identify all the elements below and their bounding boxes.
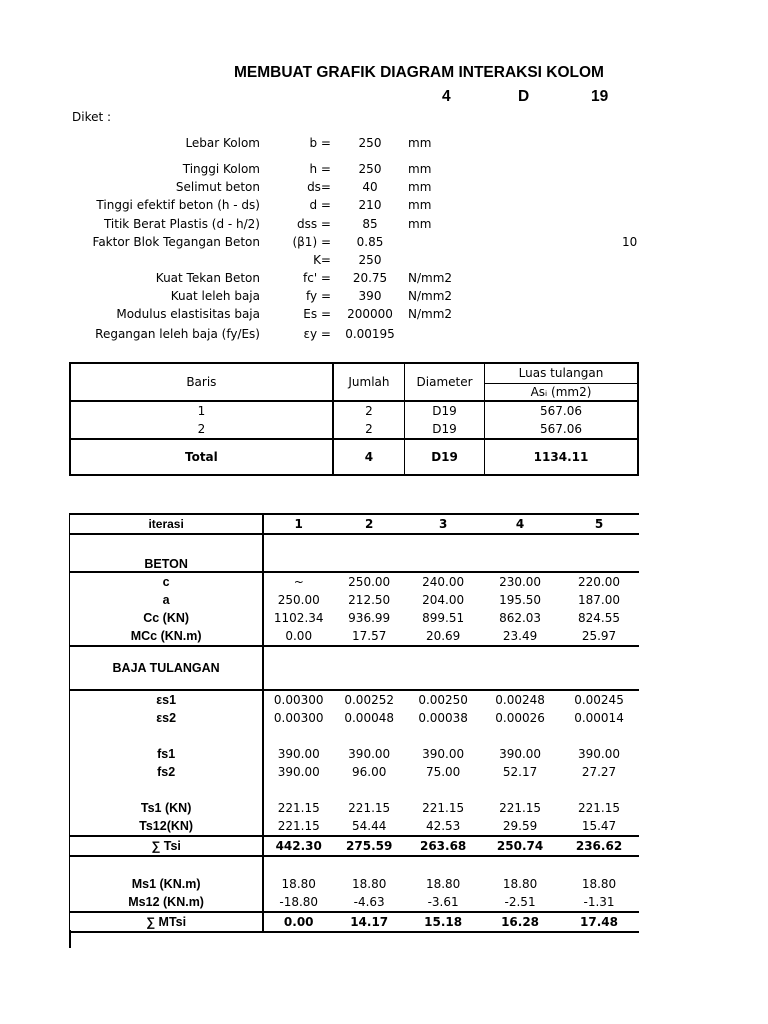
param-label: Faktor Blok Tegangan Beton bbox=[92, 235, 260, 249]
value-cell: -18.80 bbox=[279, 895, 319, 909]
param-val: 85 bbox=[362, 217, 378, 231]
rebar-table bbox=[69, 362, 639, 476]
row1-jumlah: 2 bbox=[333, 401, 405, 420]
row-label bbox=[70, 727, 264, 745]
empty-cell bbox=[263, 781, 639, 799]
table-row bbox=[70, 763, 640, 781]
iteration-header-row bbox=[70, 514, 640, 534]
value-cell: 0.00245 bbox=[574, 693, 624, 707]
value-cell: 221.15 bbox=[348, 801, 391, 815]
param-val: 0.85 bbox=[356, 235, 384, 249]
value-cell: 18.80 bbox=[425, 877, 461, 891]
row-label: ∑ Tsi bbox=[70, 836, 264, 856]
diket-label: Diket : bbox=[72, 110, 112, 124]
bar-type: D bbox=[518, 88, 530, 105]
table-row bbox=[70, 401, 638, 420]
row-label: Ms12 (KN.m) bbox=[70, 893, 264, 912]
total-row bbox=[70, 439, 638, 475]
value-cell: 263.68 bbox=[405, 836, 481, 856]
param-val: 250 bbox=[358, 162, 382, 176]
header-as: Asᵢ (mm2) bbox=[485, 383, 639, 401]
value-cell: 221.15 bbox=[499, 801, 542, 815]
value-cell: 1 bbox=[263, 514, 333, 534]
value-cell: 52.17 bbox=[502, 765, 538, 779]
value-cell: 16.28 bbox=[481, 912, 559, 932]
value-cell: 0.00026 bbox=[495, 711, 545, 725]
value-cell: 15.18 bbox=[405, 912, 481, 932]
table-row bbox=[70, 690, 640, 709]
param-extra: 10 bbox=[622, 235, 638, 249]
header-jumlah: Jumlah bbox=[333, 363, 405, 401]
table-row bbox=[70, 609, 640, 627]
value-cell: 0.00 bbox=[263, 627, 333, 646]
value-cell: 17.48 bbox=[559, 912, 639, 932]
value-cell: 0.00300 bbox=[273, 693, 324, 707]
row-label: εs2 bbox=[70, 709, 264, 727]
row-label: fs1 bbox=[70, 745, 264, 763]
header-baris: Baris bbox=[70, 363, 333, 401]
value-cell: 862.03 bbox=[499, 611, 542, 625]
value-cell: 221.15 bbox=[277, 801, 320, 815]
param-val: 210 bbox=[358, 198, 382, 212]
table-row bbox=[70, 817, 640, 836]
param-val: 250 bbox=[358, 136, 382, 150]
param-val: 390 bbox=[358, 289, 382, 303]
value-cell: 14.17 bbox=[333, 912, 405, 932]
row-label: MCc (KN.m) bbox=[70, 627, 264, 646]
value-cell: 187.00 bbox=[578, 593, 621, 607]
header-luas: Luas tulangan bbox=[485, 363, 639, 383]
header-diameter: Diameter bbox=[405, 363, 485, 401]
value-cell: 0.00014 bbox=[574, 711, 624, 725]
row-label: ∑ MTsi bbox=[70, 912, 264, 932]
value-cell: 20.69 bbox=[405, 627, 481, 646]
row1-baris: 1 bbox=[70, 401, 333, 420]
param-unit: N/mm2 bbox=[408, 289, 453, 303]
value-cell: 250.00 bbox=[348, 575, 391, 589]
value-cell: -4.63 bbox=[353, 895, 385, 909]
param-label: Kuat leleh baja bbox=[170, 289, 260, 303]
value-cell: 0.00 bbox=[263, 912, 333, 932]
value-cell: 0.00300 bbox=[273, 711, 324, 725]
param-label: Selimut beton bbox=[175, 180, 260, 194]
param-unit: N/mm2 bbox=[408, 271, 453, 285]
total-diameter: D19 bbox=[405, 439, 485, 475]
value-cell: 240.00 bbox=[422, 575, 465, 589]
value-cell: 29.59 bbox=[502, 819, 538, 833]
spacer-row bbox=[70, 781, 640, 799]
param-label: Regangan leleh baja (fy/Es) bbox=[95, 327, 260, 341]
spacer-row bbox=[70, 727, 640, 745]
value-cell: 1102.34 bbox=[273, 611, 324, 625]
value-cell: 42.53 bbox=[425, 819, 461, 833]
row-label: iterasi bbox=[70, 514, 264, 534]
row-label: fs2 bbox=[70, 763, 264, 781]
table-row bbox=[70, 591, 640, 609]
total-jumlah: 4 bbox=[333, 439, 405, 475]
param-sym: d = bbox=[309, 198, 331, 212]
value-cell: 390.00 bbox=[277, 747, 320, 761]
value-cell: 0.00252 bbox=[344, 693, 394, 707]
param-label: Kuat Tekan Beton bbox=[155, 271, 260, 285]
value-cell: 27.27 bbox=[581, 765, 617, 779]
value-cell: 275.59 bbox=[333, 836, 405, 856]
value-cell: 936.99 bbox=[348, 611, 391, 625]
param-val: 250 bbox=[358, 253, 382, 267]
value-cell: 75.00 bbox=[425, 765, 461, 779]
value-cell: ~ bbox=[293, 575, 304, 589]
total-label: Total bbox=[70, 439, 333, 475]
param-val: 0.00195 bbox=[345, 327, 395, 341]
value-cell: 0.00248 bbox=[495, 693, 545, 707]
value-cell: 4 bbox=[481, 514, 559, 534]
table-row bbox=[70, 875, 640, 893]
value-cell: 54.44 bbox=[352, 819, 387, 833]
row-label bbox=[70, 856, 264, 875]
value-cell: 0.00048 bbox=[344, 711, 394, 725]
bar-diameter: 19 bbox=[591, 88, 609, 105]
param-unit: mm bbox=[408, 217, 432, 231]
value-cell: 96.00 bbox=[352, 765, 387, 779]
value-cell: 221.15 bbox=[422, 801, 465, 815]
empty-cell bbox=[263, 646, 639, 690]
value-cell: 442.30 bbox=[263, 836, 333, 856]
value-cell: 23.49 bbox=[481, 627, 559, 646]
sum-ts-row bbox=[70, 836, 640, 856]
spacer-row bbox=[70, 856, 640, 875]
param-val: 200000 bbox=[347, 307, 393, 321]
table-row bbox=[70, 572, 640, 591]
row-label: Ms1 (KN.m) bbox=[70, 875, 264, 893]
value-cell: 390.00 bbox=[578, 747, 621, 761]
table-row bbox=[70, 627, 640, 646]
beton-section-row bbox=[70, 534, 640, 572]
row2-baris: 2 bbox=[70, 420, 333, 439]
value-cell: 18.80 bbox=[352, 877, 387, 891]
title-text: MEMBUAT GRAFIK DIAGRAM INTERAKSI KOLOM bbox=[234, 64, 604, 81]
row-label bbox=[70, 781, 264, 799]
table-row bbox=[70, 745, 640, 763]
total-luas: 1134.11 bbox=[485, 439, 639, 475]
param-val: 40 bbox=[362, 180, 378, 194]
param-sym: b = bbox=[309, 136, 331, 150]
param-val: 20.75 bbox=[352, 271, 388, 285]
page-clip bbox=[639, 0, 768, 1024]
empty-cell bbox=[263, 727, 639, 745]
table-edge bbox=[69, 930, 71, 948]
value-cell: 0.00038 bbox=[418, 711, 468, 725]
value-cell: 3 bbox=[405, 514, 481, 534]
param-unit: mm bbox=[408, 162, 432, 176]
param-label: Titik Berat Plastis (d - h/2) bbox=[103, 217, 260, 231]
value-cell: 390.00 bbox=[499, 747, 542, 761]
value-cell: 250.74 bbox=[481, 836, 559, 856]
table-row bbox=[70, 799, 640, 817]
value-cell: 25.97 bbox=[559, 627, 639, 646]
row-label: Ts1 (KN) bbox=[70, 799, 264, 817]
param-unit: N/mm2 bbox=[408, 307, 453, 321]
value-cell: -3.61 bbox=[427, 895, 459, 909]
value-cell: 221.15 bbox=[578, 801, 621, 815]
value-cell: 390.00 bbox=[422, 747, 465, 761]
param-label: Lebar Kolom bbox=[185, 136, 260, 150]
row2-diameter: D19 bbox=[405, 420, 485, 439]
row-label: c bbox=[70, 572, 264, 591]
value-cell: 390.00 bbox=[348, 747, 391, 761]
row2-luas: 567.06 bbox=[485, 420, 639, 439]
param-sym: Es = bbox=[303, 307, 331, 321]
value-cell: -1.31 bbox=[583, 895, 615, 909]
param-unit: mm bbox=[408, 136, 432, 150]
empty-cell bbox=[263, 856, 639, 875]
sum-mts-row bbox=[70, 912, 640, 932]
table-row bbox=[70, 420, 638, 439]
param-sym: dss = bbox=[297, 217, 331, 231]
row-label: Cc (KN) bbox=[70, 609, 264, 627]
param-sym: K= bbox=[313, 253, 331, 267]
value-cell: 2 bbox=[333, 514, 405, 534]
value-cell: 236.62 bbox=[559, 836, 639, 856]
value-cell: 220.00 bbox=[578, 575, 621, 589]
value-cell: 230.00 bbox=[499, 575, 542, 589]
value-cell: 221.15 bbox=[277, 819, 320, 833]
param-unit: mm bbox=[408, 180, 432, 194]
value-cell: -2.51 bbox=[504, 895, 536, 909]
value-cell: 824.55 bbox=[578, 611, 621, 625]
param-label: Tinggi efektif beton (h - ds) bbox=[96, 198, 260, 212]
param-sym: εy = bbox=[303, 327, 331, 341]
value-cell: 250.00 bbox=[277, 593, 320, 607]
value-cell: 17.57 bbox=[333, 627, 405, 646]
value-cell: 899.51 bbox=[422, 611, 465, 625]
empty-cell bbox=[263, 534, 639, 572]
bar-count: 4 bbox=[442, 88, 451, 105]
row-label: εs1 bbox=[70, 690, 264, 709]
value-cell: 212.50 bbox=[348, 593, 391, 607]
iteration-table bbox=[69, 513, 639, 933]
value-cell: 5 bbox=[559, 514, 639, 534]
param-label: Modulus elastisitas baja bbox=[116, 307, 260, 321]
param-sym: fy = bbox=[306, 289, 331, 303]
param-unit: mm bbox=[408, 198, 432, 212]
row-label: BETON bbox=[70, 534, 264, 572]
value-cell: 195.50 bbox=[499, 593, 542, 607]
table-row bbox=[70, 893, 640, 912]
param-sym: h = bbox=[309, 162, 331, 176]
value-cell: 204.00 bbox=[422, 593, 465, 607]
value-cell: 18.80 bbox=[281, 877, 316, 891]
value-cell: 0.00250 bbox=[418, 693, 468, 707]
row1-luas: 567.06 bbox=[485, 401, 639, 420]
param-sym: (β1) = bbox=[292, 235, 331, 249]
param-sym: ds= bbox=[307, 180, 331, 194]
baja-section-row bbox=[70, 646, 640, 690]
value-cell: 15.47 bbox=[581, 819, 617, 833]
row-label: Ts12(KN) bbox=[70, 817, 264, 836]
param-label: Tinggi Kolom bbox=[182, 162, 260, 176]
value-cell: 390.00 bbox=[277, 765, 320, 779]
row-label: a bbox=[70, 591, 264, 609]
row1-diameter: D19 bbox=[405, 401, 485, 420]
value-cell: 18.80 bbox=[502, 877, 538, 891]
value-cell: 18.80 bbox=[581, 877, 617, 891]
table-row bbox=[70, 709, 640, 727]
row-label: BAJA TULANGAN bbox=[70, 646, 264, 690]
row2-jumlah: 2 bbox=[333, 420, 405, 439]
param-sym: fc' = bbox=[303, 271, 331, 285]
